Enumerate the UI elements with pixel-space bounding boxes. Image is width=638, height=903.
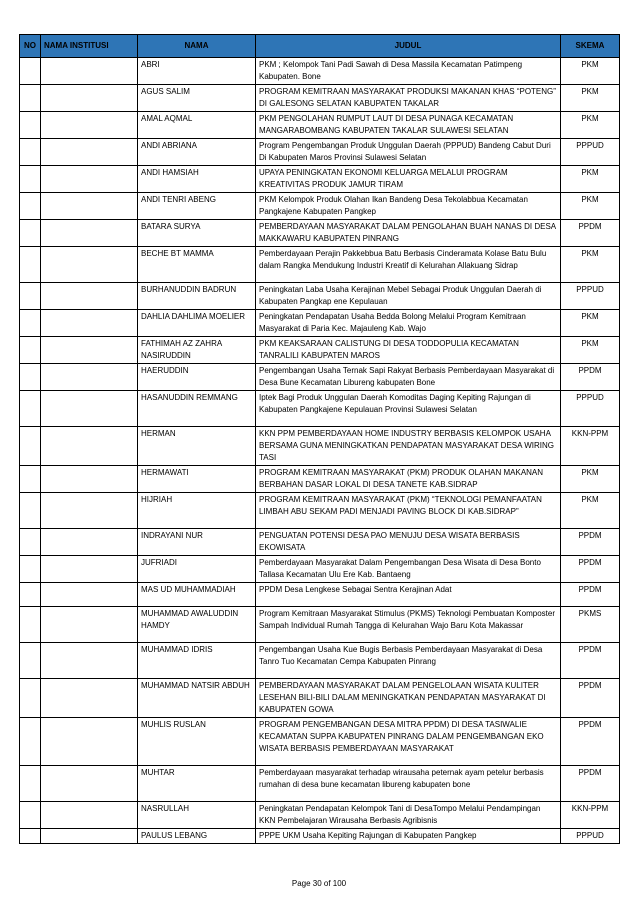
cell-skema: PPDM — [561, 583, 620, 607]
cell-institusi — [41, 718, 138, 766]
cell-nama: BECHE BT MAMMA — [138, 247, 256, 283]
table-row — [20, 427, 620, 466]
table-row — [20, 139, 620, 166]
cell-nama: AGUS SALIM — [138, 85, 256, 112]
cell-institusi — [41, 829, 138, 844]
cell-judul: PROGRAM KEMITRAAN MASYARAKAT (PKM) PRODUK OLAHAN MAKANAN BERBAHAN DASAR LOKAL DI DESA TANETE KAB.SIDRAP — [256, 466, 561, 493]
table-row — [20, 58, 620, 85]
cell-institusi — [41, 493, 138, 529]
cell-no — [20, 112, 41, 139]
cell-nama: HAERUDDIN — [138, 364, 256, 391]
cell-nama: MAS UD MUHAMMADIAH — [138, 583, 256, 607]
cell-institusi — [41, 139, 138, 166]
table-row — [20, 466, 620, 493]
cell-institusi — [41, 466, 138, 493]
cell-skema: KKN-PPM — [561, 427, 620, 466]
cell-skema: PKM — [561, 466, 620, 493]
cell-nama: INDRAYANI NUR — [138, 529, 256, 556]
cell-skema: PPDM — [561, 766, 620, 802]
table-row — [20, 679, 620, 718]
cell-skema: PPDM — [561, 679, 620, 718]
cell-judul: Iptek Bagi Produk Unggulan Daerah Komoditas Daging Kepiting Rajungan di Kabupaten Pangkajene Kepulauan Provinsi Sulawesi Selatan — [256, 391, 561, 427]
cell-nama: MUHTAR — [138, 766, 256, 802]
cell-no — [20, 337, 41, 364]
table-row — [20, 829, 620, 844]
cell-nama: BATARA SURYA — [138, 220, 256, 247]
cell-judul: Pemberdayaan Perajin Pakkebbua Batu Berbasis Cinderamata Kolase Batu Bulu dalam Rangka Mendukung Industri Kreatif di Kelurahan Allakuang Sidrap — [256, 247, 561, 283]
cell-institusi — [41, 247, 138, 283]
table-row — [20, 718, 620, 766]
header-no: NO — [20, 35, 41, 58]
cell-no — [20, 139, 41, 166]
cell-skema: KKN-PPM — [561, 802, 620, 829]
cell-judul: PROGRAM PENGEMBANGAN DESA MITRA PPDM) DI DESA TASIWALIE KECAMATAN SUPPA KABUPATEN PINRANG DALAM PENGEMBANGAN EKO WISATA BERBASIS PEMBERDAYAAN MASYARAKAT — [256, 718, 561, 766]
cell-institusi — [41, 364, 138, 391]
cell-no — [20, 607, 41, 643]
table-row — [20, 310, 620, 337]
table-row — [20, 766, 620, 802]
table-row — [20, 166, 620, 193]
table-row — [20, 337, 620, 364]
cell-no — [20, 643, 41, 679]
cell-no — [20, 166, 41, 193]
cell-no — [20, 493, 41, 529]
cell-judul: UPAYA PENINGKATAN EKONOMI KELUARGA MELALUI PROGRAM KREATIVITAS PRODUK JAMUR TIRAM — [256, 166, 561, 193]
cell-institusi — [41, 283, 138, 310]
cell-nama: HERMAWATI — [138, 466, 256, 493]
cell-institusi — [41, 112, 138, 139]
cell-skema: PPDM — [561, 364, 620, 391]
cell-no — [20, 193, 41, 220]
cell-judul: Peningkatan Pendapatan Usaha Bedda Bolong Melalui Program Kemitraan Masyarakat di Paria Kec. Majauleng Kab. Wajo — [256, 310, 561, 337]
cell-skema: PPPUD — [561, 283, 620, 310]
cell-no — [20, 247, 41, 283]
cell-institusi — [41, 166, 138, 193]
cell-no — [20, 718, 41, 766]
cell-judul: PEMBERDAYAAN MASYARAKAT DALAM PENGOLAHAN BUAH NANAS DI DESA MAKKAWARU KABUPATEN PINRANG — [256, 220, 561, 247]
cell-nama: ANDI HAMSIAH — [138, 166, 256, 193]
cell-judul: Pengembangan Usaha Ternak Sapi Rakyat Berbasis Pemberdayaan Masyarakat di Desa Bune Kecamatan Libureng kabupaten Bone — [256, 364, 561, 391]
cell-no — [20, 391, 41, 427]
cell-institusi — [41, 607, 138, 643]
page-number: Page 30 of 100 — [291, 879, 347, 888]
cell-nama: FATHIMAH AZ ZAHRA NASIRUDDIN — [138, 337, 256, 364]
cell-institusi — [41, 556, 138, 583]
cell-skema: PKM — [561, 247, 620, 283]
cell-nama: HASANUDDIN REMMANG — [138, 391, 256, 427]
cell-skema: PKM — [561, 337, 620, 364]
cell-nama: MUHAMMAD AWALUDDIN HAMDY — [138, 607, 256, 643]
research-table — [19, 34, 620, 844]
table-row — [20, 283, 620, 310]
table-row — [20, 112, 620, 139]
cell-judul: PKM KEAKSARAAN CALISTUNG DI DESA TODDOPULIA KECAMATAN TANRALILI KABUPATEN MAROS — [256, 337, 561, 364]
cell-skema: PKM — [561, 112, 620, 139]
cell-no — [20, 58, 41, 85]
cell-skema: PKM — [561, 85, 620, 112]
cell-judul: PPPE UKM Usaha Kepiting Rajungan di Kabupaten Pangkep — [256, 829, 561, 844]
cell-nama: MUHAMMAD IDRIS — [138, 643, 256, 679]
cell-skema: PPDM — [561, 529, 620, 556]
cell-institusi — [41, 58, 138, 85]
cell-institusi — [41, 220, 138, 247]
cell-nama: PAULUS LEBANG — [138, 829, 256, 844]
cell-skema: PKM — [561, 193, 620, 220]
cell-institusi — [41, 679, 138, 718]
cell-nama: HIJRIAH — [138, 493, 256, 529]
cell-no — [20, 220, 41, 247]
cell-nama: MUHAMMAD NATSIR ABDUH — [138, 679, 256, 718]
cell-institusi — [41, 427, 138, 466]
cell-institusi — [41, 766, 138, 802]
cell-nama: HERMAN — [138, 427, 256, 466]
table-row — [20, 85, 620, 112]
cell-no — [20, 529, 41, 556]
cell-judul: Program Kemitraan Masyarakat Stimulus (PKMS) Teknologi Pembuatan Komposter Sampah Individual Rumah Tangga di Kelurahan Wajo Baru Kota Makassar — [256, 607, 561, 643]
cell-judul: PKM ; Kelompok Tani Padi Sawah di Desa Massila Kecamatan Patimpeng Kabupaten. Bone — [256, 58, 561, 85]
cell-judul: Pemberdayaan masyarakat terhadap wirausaha peternak ayam petelur berbasis rumahan di desa bune kecamatan libureng kabupaten bone — [256, 766, 561, 802]
table-row — [20, 802, 620, 829]
cell-judul: PPDM Desa Lengkese Sebagai Sentra Kerajinan Adat — [256, 583, 561, 607]
cell-institusi — [41, 193, 138, 220]
table-row — [20, 556, 620, 583]
cell-nama: ABRI — [138, 58, 256, 85]
cell-nama: JUFRIADI — [138, 556, 256, 583]
table-row — [20, 493, 620, 529]
cell-skema: PPDM — [561, 556, 620, 583]
cell-skema: PPPUD — [561, 829, 620, 844]
cell-nama: AMAL AQMAL — [138, 112, 256, 139]
cell-skema: PKMS — [561, 607, 620, 643]
cell-no — [20, 427, 41, 466]
cell-no — [20, 766, 41, 802]
header-row — [20, 35, 620, 58]
cell-judul: PENGUATAN POTENSI DESA PAO MENUJU DESA WISATA BERBASIS EKOWISATA — [256, 529, 561, 556]
cell-no — [20, 466, 41, 493]
header-nama: NAMA — [138, 35, 256, 58]
table-row — [20, 247, 620, 283]
cell-institusi — [41, 583, 138, 607]
cell-judul: PROGRAM KEMITRAAN MASYARAKAT (PKM) “TEKNOLOGI PEMANFAATAN LIMBAH ABU SEKAM PADI MENJADI PAVING BLOCK DI KAB.SIDRAP” — [256, 493, 561, 529]
cell-no — [20, 556, 41, 583]
cell-nama: DAHLIA DAHLIMA MOELIER — [138, 310, 256, 337]
cell-institusi — [41, 802, 138, 829]
cell-no — [20, 583, 41, 607]
cell-institusi — [41, 529, 138, 556]
cell-no — [20, 679, 41, 718]
table-row — [20, 643, 620, 679]
header-institusi: NAMA INSTITUSI — [41, 35, 138, 58]
cell-skema: PPPUD — [561, 139, 620, 166]
cell-institusi — [41, 643, 138, 679]
cell-judul: Peningkatan Laba Usaha Kerajinan Mebel Sebagai Produk Unggulan Daerah di Kabupaten Pangkap ene Kepulauan — [256, 283, 561, 310]
cell-judul: Peningkatan Pendapatan Kelompok Tani di DesaTompo Melalui Pendampingan KKN Pembelajaran Wirausaha Berbasis Agribisnis — [256, 802, 561, 829]
table-row — [20, 583, 620, 607]
cell-no — [20, 802, 41, 829]
cell-institusi — [41, 391, 138, 427]
cell-nama: ANDI ABRIANA — [138, 139, 256, 166]
table-row — [20, 529, 620, 556]
cell-skema: PKM — [561, 310, 620, 337]
cell-no — [20, 364, 41, 391]
cell-institusi — [41, 337, 138, 364]
cell-judul: Pengembangan Usaha Kue Bugis Berbasis Pemberdayaan Masyarakat di Desa Tanro Tuo Kecamatan Cempa Kabupaten Pinrang — [256, 643, 561, 679]
cell-nama: ANDI TENRI ABENG — [138, 193, 256, 220]
cell-judul: PKM Kelompok Produk Olahan Ikan Bandeng Desa Tekolabbua Kecamatan Pangkajene Kabupaten Pangkep — [256, 193, 561, 220]
cell-skema: PKM — [561, 493, 620, 529]
cell-no — [20, 283, 41, 310]
cell-no — [20, 85, 41, 112]
cell-institusi — [41, 85, 138, 112]
cell-judul: KKN PPM PEMBERDAYAAN HOME INDUSTRY BERBASIS KELOMPOK USAHA BERSAMA GUNA MENINGKATKAN PENDAPATAN MASYARAKAT DESA WIRING TASI — [256, 427, 561, 466]
cell-nama: NASRULLAH — [138, 802, 256, 829]
cell-skema: PKM — [561, 166, 620, 193]
cell-skema: PKM — [561, 58, 620, 85]
cell-no — [20, 310, 41, 337]
cell-institusi — [41, 310, 138, 337]
cell-skema: PPDM — [561, 718, 620, 766]
cell-nama: MUHLIS RUSLAN — [138, 718, 256, 766]
cell-judul: Program Pengembangan Produk Unggulan Daerah (PPPUD) Bandeng Cabut Duri Di Kabupaten Maros Provinsi Sulawesi Selatan — [256, 139, 561, 166]
table-row — [20, 364, 620, 391]
cell-judul: PEMBERDAYAAN MASYARAKAT DALAM PENGELOLAAN WISATA KULITER LESEHAN BILI-BILI DALAM MENINGKATKAN PENDAPATAN MASYARAKAT DI KABUPATEN GOWA — [256, 679, 561, 718]
table-row — [20, 607, 620, 643]
cell-no — [20, 829, 41, 844]
cell-skema: PPDM — [561, 643, 620, 679]
cell-nama: BURHANUDDIN BADRUN — [138, 283, 256, 310]
header-judul: JUDUL — [256, 35, 561, 58]
header-skema: SKEMA — [561, 35, 620, 58]
cell-judul: Pemberdayaan Masyarakat Dalam Pengembangan Desa Wisata di Desa Bonto Tallasa Kecamatan Ulu Ere Kab. Bantaeng — [256, 556, 561, 583]
cell-skema: PPPUD — [561, 391, 620, 427]
cell-judul: PROGRAM KEMITRAAN MASYARAKAT PRODUKSI MAKANAN KHAS “POTENG” DI GALESONG SELATAN KABUPATEN TAKALAR — [256, 85, 561, 112]
cell-judul: PKM PENGOLAHAN RUMPUT LAUT DI DESA PUNAGA KECAMATAN MANGARABOMBANG KABUPATEN TAKALAR SULAWESI SELATAN — [256, 112, 561, 139]
cell-skema: PPDM — [561, 220, 620, 247]
table-row — [20, 220, 620, 247]
table-row — [20, 391, 620, 427]
table-row — [20, 193, 620, 220]
